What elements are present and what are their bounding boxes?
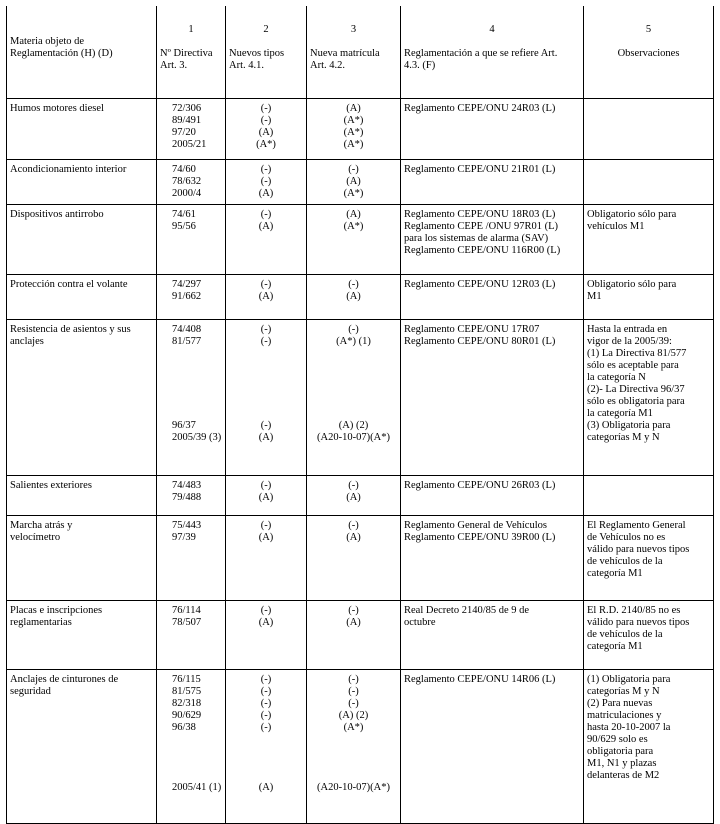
cell-line: (A): [258, 617, 274, 628]
cell-regulation: [401, 476, 584, 516]
cell-line: válido para nuevos tipos: [587, 544, 690, 555]
cell-regulation: [401, 670, 584, 824]
cell-line: 97/20: [172, 127, 196, 138]
cell-line: 78/507: [172, 617, 202, 628]
cell-line: [160, 360, 222, 372]
cell-line: Reglamento CEPE/ONU 39R00 (L): [404, 532, 556, 543]
cell-line: (-): [260, 164, 272, 175]
cell-line: Resistencia de asientos y sus: [10, 324, 131, 335]
cell-line: (A*): [343, 139, 364, 150]
cell-observations: [584, 275, 714, 320]
cell-line: (-): [348, 164, 359, 175]
cell-subject: [7, 476, 157, 516]
cell-observations: [584, 601, 714, 670]
cell-line: 76/114: [172, 605, 201, 616]
cell-line: 96/37: [172, 420, 196, 431]
cell-line: (-): [348, 324, 359, 335]
cell-line: categorías M y N: [587, 432, 660, 443]
header-subject: Materia objeto de Reglamentación (H) (D): [7, 6, 157, 99]
cell-line: [310, 384, 397, 396]
cell-line: Obligatorio sólo para: [587, 279, 677, 290]
cell-line: (-): [348, 674, 359, 685]
cell-line: Placas e inscripciones: [10, 605, 103, 616]
cell-line: [229, 770, 303, 782]
cell-line: 2005/21: [172, 139, 207, 150]
cell-line: Acondicionamiento interior: [10, 164, 127, 175]
cell-new-registration: [307, 160, 401, 205]
cell-directive: [157, 601, 226, 670]
cell-line: Reglamento CEPE/ONU 80R01 (L): [404, 336, 556, 347]
cell-line: [160, 348, 222, 360]
cell-line: 75/443: [172, 520, 202, 531]
cell-new-types: [226, 205, 307, 275]
cell-line: Reglamento CEPE/ONU 21R01 (L): [404, 164, 556, 175]
cell-line: [310, 408, 397, 420]
cell-line: [229, 372, 303, 384]
table-row: [7, 99, 714, 160]
cell-new-registration: [307, 275, 401, 320]
cell-line: de vehículos de la: [587, 629, 663, 640]
cell-line: [229, 348, 303, 360]
cell-directive: [157, 476, 226, 516]
table-row: [7, 205, 714, 275]
header-regulation: 4 Reglamentación a que se refiere Art. 4.3. (F): [401, 6, 584, 99]
cell-line: (A): [258, 188, 274, 199]
cell-line: [229, 408, 303, 420]
cell-line: velocímetro: [10, 532, 61, 543]
cell-line: (A): [258, 782, 274, 793]
cell-line: categorías M y N: [587, 686, 660, 697]
cell-line: (A): [346, 492, 361, 503]
cell-line: (A): [346, 291, 361, 302]
cell-line: [310, 348, 397, 360]
cell-line: Reglamento CEPE/ONU 14R06 (L): [404, 674, 556, 685]
cell-line: [229, 734, 303, 746]
cell-line: (-): [348, 480, 359, 491]
cell-line: anclajes: [10, 336, 44, 347]
cell-line: [160, 770, 222, 782]
cell-line: [229, 758, 303, 770]
header-row: [7, 6, 714, 99]
cell-line: (A): [346, 532, 361, 543]
cell-regulation: [401, 320, 584, 476]
cell-line: [160, 384, 222, 396]
cell-line: 91/662: [172, 291, 202, 302]
cell-new-types: [226, 516, 307, 601]
cell-line: (-): [348, 686, 359, 697]
cell-new-registration: [307, 601, 401, 670]
cell-line: (1) Obligatoria para: [587, 674, 671, 685]
cell-line: [229, 360, 303, 372]
cell-directive: [157, 275, 226, 320]
cell-line: Marcha atrás y: [10, 520, 73, 531]
cell-line: (A): [258, 492, 274, 503]
cell-line: reglamentarias: [10, 617, 72, 628]
cell-line: (A*): [343, 127, 364, 138]
cell-line: Hasta la entrada en: [587, 324, 668, 335]
cell-new-registration: [307, 516, 401, 601]
cell-regulation: [401, 205, 584, 275]
cell-line: Dispositivos antirrobo: [10, 209, 104, 220]
cell-new-types: [226, 601, 307, 670]
cell-new-types: [226, 320, 307, 476]
cell-line: válido para nuevos tipos: [587, 617, 690, 628]
cell-line: (A20-10-07)(A*): [317, 782, 390, 793]
cell-line: (A): [346, 103, 361, 114]
cell-line: (A*): [343, 115, 364, 126]
cell-line: para los sistemas de alarma (SAV): [404, 233, 549, 244]
cell-line: (A): [346, 209, 361, 220]
cell-line: la categoría M1: [587, 408, 653, 419]
cell-subject: [7, 99, 157, 160]
cell-subject: [7, 205, 157, 275]
cell-line: [310, 758, 397, 770]
cell-regulation: [401, 601, 584, 670]
cell-subject: [7, 601, 157, 670]
table-row: [7, 160, 714, 205]
cell-line: (A): [346, 176, 361, 187]
cell-line: sólo es aceptable para: [587, 360, 679, 371]
cell-line: [310, 360, 397, 372]
cell-line: [160, 372, 222, 384]
cell-line: delanteras de M2: [587, 770, 660, 781]
cell-new-types: [226, 99, 307, 160]
cell-line: 2000/4: [172, 188, 202, 199]
cell-new-types: [226, 160, 307, 205]
cell-line: (-): [260, 520, 272, 531]
cell-regulation: [401, 160, 584, 205]
cell-line: (-): [260, 605, 272, 616]
cell-directive: [157, 516, 226, 601]
cell-line: la categoría N: [587, 372, 646, 383]
cell-line: [310, 746, 397, 758]
cell-line: Reglamento General de Vehículos: [404, 520, 547, 531]
cell-line: 82/318: [172, 698, 202, 709]
cell-line: (-): [260, 103, 272, 114]
cell-line: seguridad: [10, 686, 51, 697]
cell-line: Anclajes de cinturones de: [10, 674, 119, 685]
cell-line: hasta 20-10-2007 la: [587, 722, 671, 733]
cell-line: 74/483: [172, 480, 202, 491]
cell-line: (-): [348, 520, 359, 531]
table-row: [7, 320, 714, 476]
cell-line: sólo es obligatoria para: [587, 396, 685, 407]
cell-line: (A): [346, 617, 361, 628]
cell-line: (A) (2): [338, 420, 369, 431]
cell-line: 74/297: [172, 279, 202, 290]
cell-line: (-): [260, 674, 272, 685]
cell-line: (-): [348, 279, 359, 290]
cell-line: (A): [258, 291, 274, 302]
cell-subject: [7, 670, 157, 824]
cell-directive: [157, 205, 226, 275]
cell-line: 74/60: [172, 164, 196, 175]
cell-line: (-): [260, 336, 272, 347]
cell-line: [310, 734, 397, 746]
cell-new-registration: [307, 99, 401, 160]
cell-line: (A*): [343, 188, 364, 199]
cell-new-registration: [307, 670, 401, 824]
cell-line: 81/577: [172, 336, 202, 347]
cell-line: Protección contra el volante: [10, 279, 128, 290]
cell-line: Salientes exteriores: [10, 480, 92, 491]
cell-line: (A*): [256, 139, 276, 150]
cell-line: Reglamento CEPE/ONU 17R07: [404, 324, 540, 335]
cell-line: [160, 734, 222, 746]
cell-line: (1) La Directiva 81/577: [587, 348, 687, 359]
cell-line: 90/629 solo es: [587, 734, 648, 745]
cell-line: 74/408: [172, 324, 202, 335]
cell-line: [310, 372, 397, 384]
cell-line: Reglamento CEPE/ONU 24R03 (L): [404, 103, 556, 114]
header-directive: 1 Nº Directiva Art. 3.: [157, 6, 226, 99]
cell-line: (A) (2): [338, 710, 369, 721]
cell-new-registration: [307, 320, 401, 476]
header-observations: 5 Observaciones: [584, 6, 714, 99]
cell-line: 97/39: [172, 532, 196, 543]
cell-line: Reglamento CEPE/ONU 26R03 (L): [404, 480, 556, 491]
cell-line: (-): [260, 722, 272, 733]
cell-line: categoría M1: [587, 568, 643, 579]
cell-line: obligatoria para: [587, 746, 654, 757]
cell-line: (-): [260, 698, 272, 709]
cell-line: 78/632: [172, 176, 202, 187]
cell-line: Reglamento CEPE/ONU 18R03 (L): [404, 209, 556, 220]
cell-line: (-): [260, 324, 272, 335]
cell-line: 72/306: [172, 103, 202, 114]
cell-line: Real Decreto 2140/85 de 9 de: [404, 605, 530, 616]
cell-line: (2)- La Directiva 96/37: [587, 384, 685, 395]
cell-line: (-): [260, 279, 272, 290]
cell-regulation: [401, 275, 584, 320]
cell-line: (A): [258, 221, 274, 232]
cell-line: (-): [260, 209, 272, 220]
cell-new-types: [226, 476, 307, 516]
cell-line: (A): [258, 127, 274, 138]
cell-line: (-): [260, 686, 272, 697]
cell-line: Reglamento CEPE /ONU 97R01 (L): [404, 221, 558, 232]
cell-observations: [584, 476, 714, 516]
cell-line: (-): [260, 115, 272, 126]
cell-line: [160, 758, 222, 770]
cell-line: 89/491: [172, 115, 202, 126]
cell-line: 76/115: [172, 674, 201, 685]
cell-line: 79/488: [172, 492, 202, 503]
cell-line: (A20-10-07)(A*): [317, 432, 390, 443]
cell-line: Reglamento CEPE/ONU 116R00 (L): [404, 245, 561, 256]
cell-line: [229, 746, 303, 758]
cell-line: (-): [348, 698, 359, 709]
cell-line: (2) Para nuevas: [587, 698, 653, 709]
cell-new-registration: [307, 205, 401, 275]
cell-observations: [584, 205, 714, 275]
cell-observations: [584, 99, 714, 160]
cell-line: vigor de la 2005/39:: [587, 336, 672, 347]
table-row: [7, 670, 714, 824]
cell-line: Obligatorio sólo para: [587, 209, 677, 220]
cell-line: (-): [260, 176, 272, 187]
cell-line: (A*): [343, 221, 364, 232]
cell-new-types: [226, 670, 307, 824]
cell-line: (-): [260, 420, 272, 431]
cell-line: categoría M1: [587, 641, 643, 652]
cell-line: 74/61: [172, 209, 196, 220]
cell-line: (-): [348, 605, 359, 616]
cell-line: matriculaciones y: [587, 710, 662, 721]
cell-line: [229, 396, 303, 408]
cell-line: 2005/39 (3): [172, 432, 222, 443]
cell-line: (A): [258, 532, 274, 543]
cell-observations: [584, 516, 714, 601]
cell-line: 90/629: [172, 710, 202, 721]
cell-line: [160, 396, 222, 408]
header-new-types: 2 Nuevos tipos Art. 4.1.: [226, 6, 307, 99]
cell-line: (A*) (1): [336, 336, 371, 347]
cell-subject: [7, 275, 157, 320]
cell-line: Humos motores diesel: [10, 103, 104, 114]
cell-observations: [584, 320, 714, 476]
cell-line: El Reglamento General: [587, 520, 686, 531]
cell-directive: [157, 99, 226, 160]
cell-line: de vehículos de la: [587, 556, 663, 567]
cell-line: vehículos M1: [587, 221, 645, 232]
table-row: [7, 275, 714, 320]
cell-line: 95/56: [172, 221, 196, 232]
cell-regulation: [401, 516, 584, 601]
cell-new-types: [226, 275, 307, 320]
cell-directive: [157, 160, 226, 205]
cell-new-registration: [307, 476, 401, 516]
cell-line: 2005/41 (1): [172, 782, 222, 793]
cell-line: 96/38: [172, 722, 196, 733]
cell-line: [160, 408, 222, 420]
cell-line: (A): [258, 432, 274, 443]
cell-line: [310, 770, 397, 782]
cell-subject: [7, 516, 157, 601]
header-new-registration: 3 Nueva matrícula Art. 4.2.: [307, 6, 401, 99]
table-row: [7, 516, 714, 601]
cell-observations: [584, 160, 714, 205]
cell-line: [160, 746, 222, 758]
cell-line: octubre: [404, 617, 436, 628]
cell-line: M1: [587, 291, 602, 302]
cell-line: El R.D. 2140/85 no es: [587, 605, 681, 616]
cell-observations: [584, 670, 714, 824]
cell-line: M1, N1 y plazas: [587, 758, 657, 769]
cell-subject: [7, 160, 157, 205]
cell-subject: [7, 320, 157, 476]
cell-line: (-): [260, 480, 272, 491]
cell-directive: [157, 670, 226, 824]
cell-line: Reglamento CEPE/ONU 12R03 (L): [404, 279, 556, 290]
cell-line: de Vehículos no es: [587, 532, 666, 543]
table-row: [7, 601, 714, 670]
cell-line: (-): [260, 710, 272, 721]
cell-line: [310, 396, 397, 408]
cell-directive: [157, 320, 226, 476]
cell-line: 81/575: [172, 686, 202, 697]
cell-regulation: [401, 99, 584, 160]
cell-line: (3) Obligatoria para: [587, 420, 671, 431]
table-row: [7, 476, 714, 516]
cell-line: (A*): [343, 722, 364, 733]
regulation-table: [6, 6, 714, 824]
cell-line: [229, 384, 303, 396]
